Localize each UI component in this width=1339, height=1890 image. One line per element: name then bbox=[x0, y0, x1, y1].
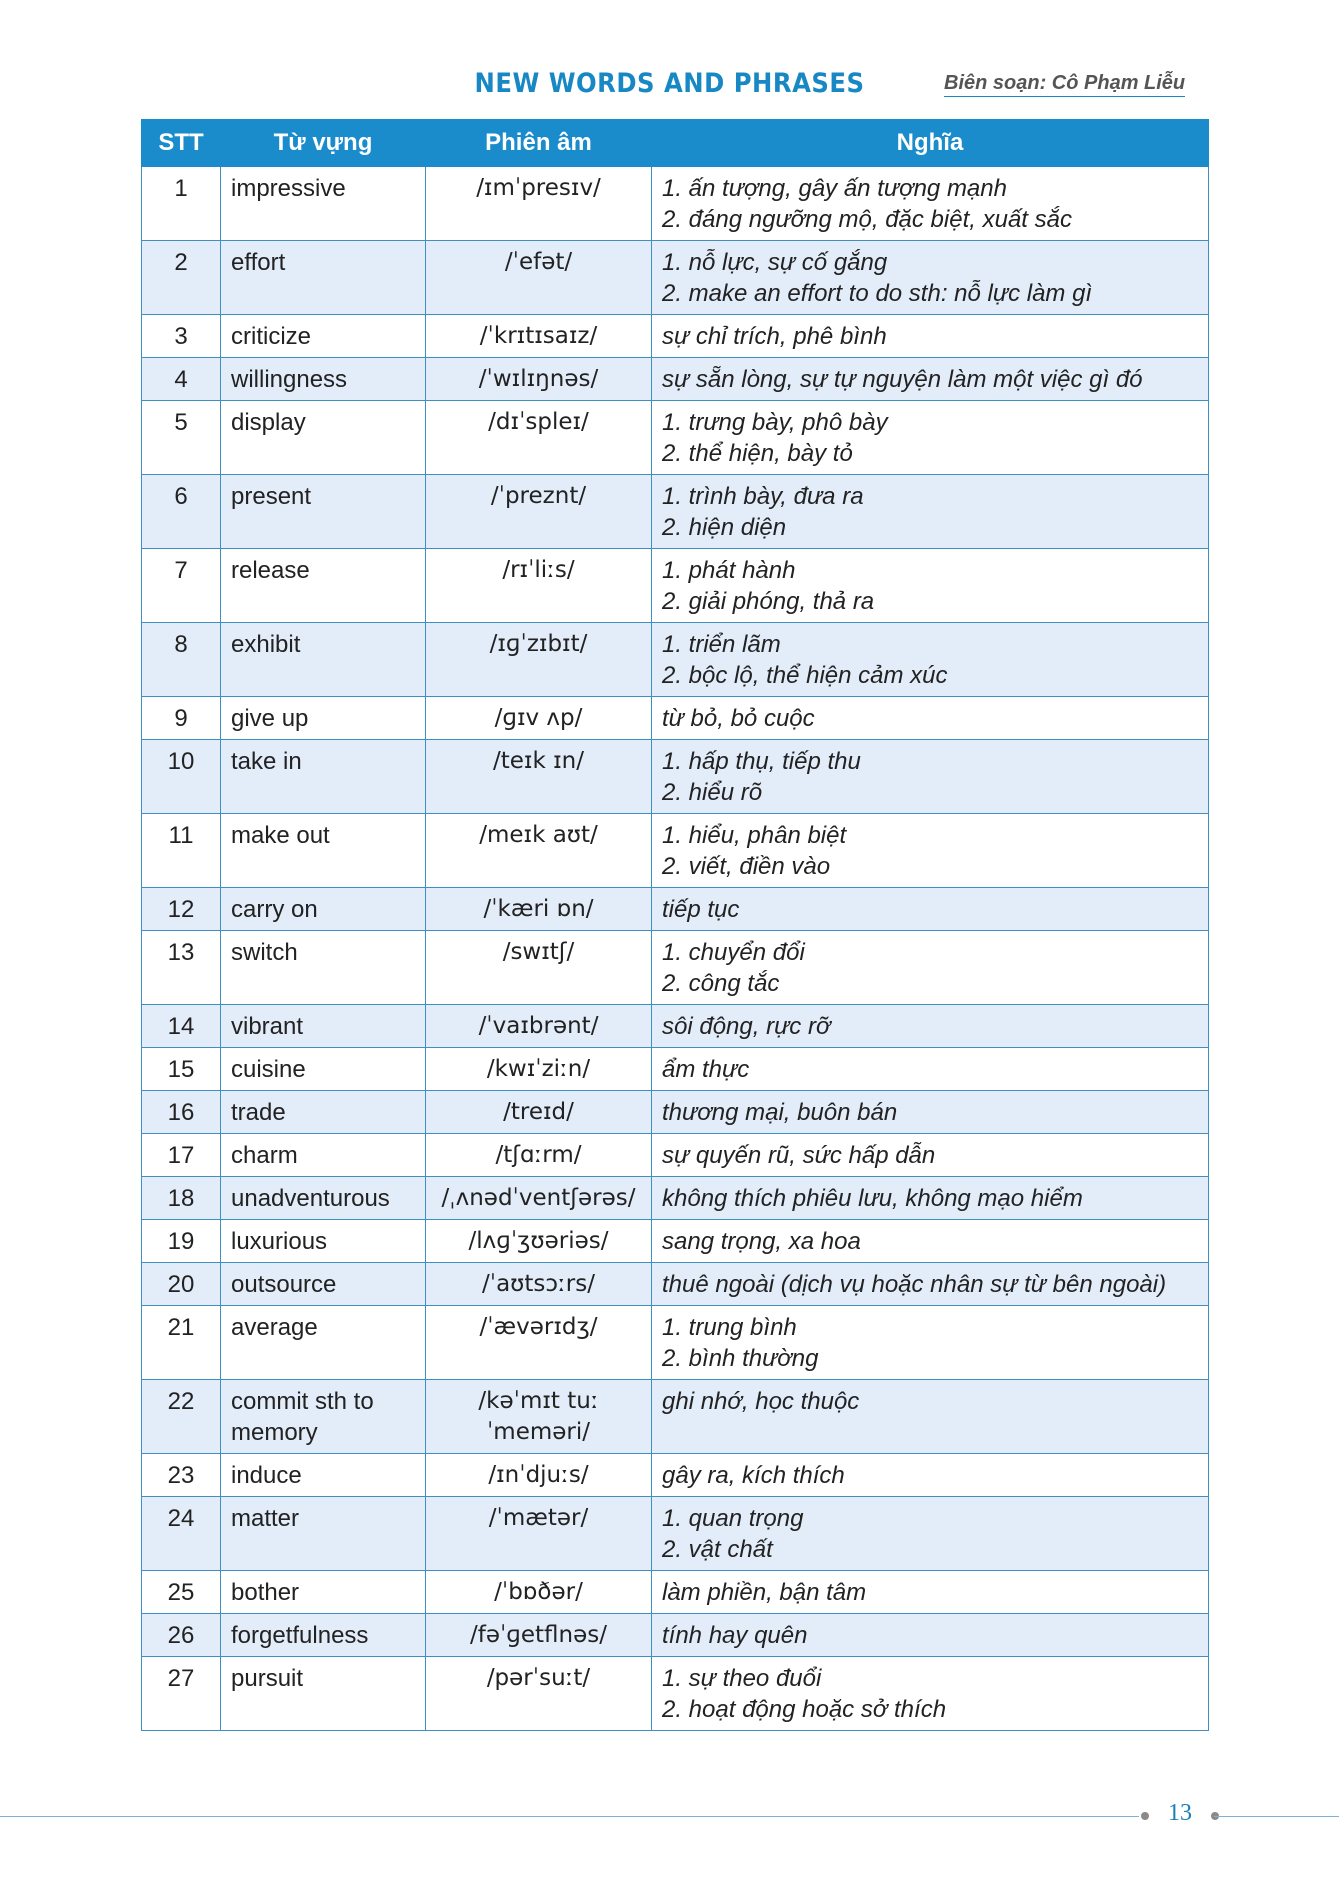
phonetic-transcription: /tʃɑːrm/ bbox=[426, 1134, 652, 1177]
meaning-line: 2. make an effort to do sth: nỗ lực làm gì bbox=[662, 280, 1093, 307]
vocab-word: average bbox=[221, 1306, 426, 1380]
table-row bbox=[142, 167, 1209, 241]
phonetic-transcription: /ɡɪv ʌp/ bbox=[426, 697, 652, 740]
phonetic-transcription: /ɪmˈpresɪv/ bbox=[426, 167, 652, 241]
phonetic-transcription: /kwɪˈziːn/ bbox=[426, 1048, 652, 1091]
vocab-word: willingness bbox=[221, 358, 426, 401]
table-row bbox=[142, 623, 1209, 697]
vocab-word: induce bbox=[221, 1454, 426, 1497]
row-number: 13 bbox=[142, 931, 221, 1005]
vocab-word: carry on bbox=[221, 888, 426, 931]
phonetic-transcription: /ˈwɪlɪŋnəs/ bbox=[426, 358, 652, 401]
meaning-line: 1. nỗ lực, sự cố gắng bbox=[662, 249, 888, 276]
table-row bbox=[142, 1657, 1209, 1731]
row-number: 1 bbox=[142, 167, 221, 241]
meaning-line: 1. hiểu, phân biệt bbox=[662, 822, 847, 849]
vocab-word: present bbox=[221, 475, 426, 549]
meaning-cell bbox=[652, 697, 1209, 740]
meaning-cell bbox=[652, 1263, 1209, 1306]
phonetic-transcription: /treɪd/ bbox=[426, 1091, 652, 1134]
phonetic-transcription: /ˈmætər/ bbox=[426, 1497, 652, 1571]
column-header-meaning: Nghĩa bbox=[652, 120, 1209, 167]
meaning-cell bbox=[652, 888, 1209, 931]
meaning-cell bbox=[652, 1134, 1209, 1177]
table-row bbox=[142, 1091, 1209, 1134]
column-header-ipa: Phiên âm bbox=[426, 120, 652, 167]
phonetic-transcription: /swɪtʃ/ bbox=[426, 931, 652, 1005]
meaning-line: 2. hiểu rõ bbox=[662, 779, 763, 806]
table-row bbox=[142, 814, 1209, 888]
phonetic-transcription: /ˈvaɪbrənt/ bbox=[426, 1005, 652, 1048]
table-row bbox=[142, 1497, 1209, 1571]
meaning-line: ghi nhớ, học thuộc bbox=[662, 1388, 860, 1415]
author-credit: Biên soạn: Cô Phạm Liễu bbox=[944, 72, 1185, 97]
meaning-line: 2. hoạt động hoặc sở thích bbox=[662, 1696, 947, 1723]
page-number: 13 bbox=[1168, 1800, 1192, 1826]
meaning-line: 2. vật chất bbox=[662, 1536, 773, 1563]
table-row bbox=[142, 931, 1209, 1005]
row-number: 26 bbox=[142, 1614, 221, 1657]
row-number: 10 bbox=[142, 740, 221, 814]
phonetic-transcription: /ɪnˈdjuːs/ bbox=[426, 1454, 652, 1497]
meaning-line: 1. triển lãm bbox=[662, 631, 781, 658]
meaning-line: 1. hấp thụ, tiếp thu bbox=[662, 748, 861, 775]
table-row bbox=[142, 1380, 1209, 1454]
phonetic-transcription: /ˈbɒðər/ bbox=[426, 1571, 652, 1614]
meaning-cell bbox=[652, 1005, 1209, 1048]
footer-divider-left bbox=[0, 1816, 1139, 1817]
row-number: 20 bbox=[142, 1263, 221, 1306]
table-row bbox=[142, 1614, 1209, 1657]
meaning-cell bbox=[652, 475, 1209, 549]
meaning-cell bbox=[652, 814, 1209, 888]
vocab-word: effort bbox=[221, 241, 426, 315]
vocab-word: give up bbox=[221, 697, 426, 740]
vocab-word: make out bbox=[221, 814, 426, 888]
row-number: 23 bbox=[142, 1454, 221, 1497]
phonetic-transcription: /ˈkæri ɒn/ bbox=[426, 888, 652, 931]
phonetic-transcription: /dɪˈspleɪ/ bbox=[426, 401, 652, 475]
vocabulary-table bbox=[141, 119, 1209, 1731]
row-number: 25 bbox=[142, 1571, 221, 1614]
meaning-line: sự sẵn lòng, sự tự nguyện làm một việc gì đó bbox=[662, 366, 1143, 393]
row-number: 7 bbox=[142, 549, 221, 623]
meaning-line: thương mại, buôn bán bbox=[662, 1099, 898, 1126]
row-number: 14 bbox=[142, 1005, 221, 1048]
vocab-word: exhibit bbox=[221, 623, 426, 697]
row-number: 16 bbox=[142, 1091, 221, 1134]
table-row bbox=[142, 1177, 1209, 1220]
table-body bbox=[142, 167, 1209, 1731]
row-number: 22 bbox=[142, 1380, 221, 1454]
meaning-cell bbox=[652, 549, 1209, 623]
phonetic-transcription: /ˈefət/ bbox=[426, 241, 652, 315]
meaning-cell bbox=[652, 1091, 1209, 1134]
table-row bbox=[142, 1220, 1209, 1263]
vocab-word: charm bbox=[221, 1134, 426, 1177]
meaning-cell bbox=[652, 1306, 1209, 1380]
table-row bbox=[142, 241, 1209, 315]
row-number: 9 bbox=[142, 697, 221, 740]
table-row bbox=[142, 1263, 1209, 1306]
meaning-line: 2. đáng ngưỡng mộ, đặc biệt, xuất sắc bbox=[662, 206, 1072, 233]
meaning-line: 1. trung bình bbox=[662, 1314, 797, 1341]
table-row bbox=[142, 358, 1209, 401]
meaning-line: 2. giải phóng, thả ra bbox=[662, 588, 875, 615]
row-number: 2 bbox=[142, 241, 221, 315]
meaning-line: 1. quan trọng bbox=[662, 1505, 804, 1532]
meaning-line: 1. trình bày, đưa ra bbox=[662, 483, 864, 510]
row-number: 12 bbox=[142, 888, 221, 931]
row-number: 6 bbox=[142, 475, 221, 549]
meaning-line: 2. công tắc bbox=[662, 970, 780, 997]
phonetic-transcription: /fəˈɡetflnəs/ bbox=[426, 1614, 652, 1657]
meaning-line: tính hay quên bbox=[662, 1622, 808, 1649]
meaning-line: sự chỉ trích, phê bình bbox=[662, 323, 887, 350]
vocab-word: matter bbox=[221, 1497, 426, 1571]
table-row bbox=[142, 475, 1209, 549]
meaning-cell bbox=[652, 1454, 1209, 1497]
meaning-line: 1. ấn tượng, gây ấn tượng mạnh bbox=[662, 175, 1007, 202]
row-number: 5 bbox=[142, 401, 221, 475]
table-row bbox=[142, 1048, 1209, 1091]
meaning-line: 2. bộc lộ, thể hiện cảm xúc bbox=[662, 662, 948, 689]
meaning-cell bbox=[652, 315, 1209, 358]
vocab-word: release bbox=[221, 549, 426, 623]
meaning-cell bbox=[652, 1657, 1209, 1731]
footer-divider-right bbox=[1214, 1816, 1339, 1817]
phonetic-transcription: /pərˈsuːt/ bbox=[426, 1657, 652, 1731]
meaning-line: sôi động, rực rỡ bbox=[662, 1013, 831, 1040]
meaning-cell bbox=[652, 1614, 1209, 1657]
meaning-line: 2. thể hiện, bày tỏ bbox=[662, 440, 853, 467]
table-row bbox=[142, 1005, 1209, 1048]
row-number: 4 bbox=[142, 358, 221, 401]
footer-dot-left bbox=[1141, 1812, 1149, 1820]
meaning-cell bbox=[652, 1220, 1209, 1263]
meaning-cell bbox=[652, 358, 1209, 401]
table-row bbox=[142, 315, 1209, 358]
row-number: 24 bbox=[142, 1497, 221, 1571]
row-number: 21 bbox=[142, 1306, 221, 1380]
row-number: 8 bbox=[142, 623, 221, 697]
table-row bbox=[142, 1571, 1209, 1614]
table-row bbox=[142, 1306, 1209, 1380]
table-row bbox=[142, 1454, 1209, 1497]
meaning-line: 2. hiện diện bbox=[662, 514, 787, 541]
vocab-word: criticize bbox=[221, 315, 426, 358]
vocab-word: take in bbox=[221, 740, 426, 814]
vocab-word: display bbox=[221, 401, 426, 475]
meaning-line: 1. sự theo đuổi bbox=[662, 1665, 822, 1692]
table-row bbox=[142, 888, 1209, 931]
phonetic-transcription: /ˈpreznt/ bbox=[426, 475, 652, 549]
vocab-word: switch bbox=[221, 931, 426, 1005]
phonetic-transcription: /kəˈmɪt tuː ˈmeməri/ bbox=[426, 1380, 652, 1454]
table-header-row bbox=[142, 120, 1209, 167]
table-row bbox=[142, 401, 1209, 475]
meaning-line: 1. chuyển đổi bbox=[662, 939, 805, 966]
page-title: NEW WORDS AND PHRASES bbox=[474, 68, 865, 99]
meaning-cell bbox=[652, 1571, 1209, 1614]
meaning-cell bbox=[652, 931, 1209, 1005]
phonetic-transcription: /ˈaʊtsɔːrs/ bbox=[426, 1263, 652, 1306]
meaning-cell bbox=[652, 401, 1209, 475]
vocab-word: commit sth to memory bbox=[221, 1380, 426, 1454]
vocab-word: unadventurous bbox=[221, 1177, 426, 1220]
phonetic-transcription: /ˌʌnədˈventʃərəs/ bbox=[426, 1177, 652, 1220]
row-number: 15 bbox=[142, 1048, 221, 1091]
meaning-line: từ bỏ, bỏ cuộc bbox=[662, 705, 815, 732]
meaning-line: làm phiền, bận tâm bbox=[662, 1579, 867, 1606]
meaning-line: thuê ngoài (dịch vụ hoặc nhân sự từ bên ngoài) bbox=[662, 1271, 1167, 1298]
meaning-cell bbox=[652, 167, 1209, 241]
row-number: 19 bbox=[142, 1220, 221, 1263]
meaning-cell bbox=[652, 1048, 1209, 1091]
row-number: 18 bbox=[142, 1177, 221, 1220]
meaning-line: 2. bình thường bbox=[662, 1345, 819, 1372]
table-row bbox=[142, 549, 1209, 623]
meaning-line: ẩm thực bbox=[662, 1056, 750, 1083]
meaning-cell bbox=[652, 1497, 1209, 1571]
table-row bbox=[142, 740, 1209, 814]
meaning-line: sự quyến rũ, sức hấp dẫn bbox=[662, 1142, 936, 1169]
meaning-line: 1. trưng bày, phô bày bbox=[662, 409, 888, 436]
vocab-word: outsource bbox=[221, 1263, 426, 1306]
phonetic-transcription: /ɪɡˈzɪbɪt/ bbox=[426, 623, 652, 697]
phonetic-transcription: /ˈævərɪdʒ/ bbox=[426, 1306, 652, 1380]
meaning-line: gây ra, kích thích bbox=[662, 1462, 845, 1489]
phonetic-transcription: /ˈkrɪtɪsaɪz/ bbox=[426, 315, 652, 358]
vocab-word: forgetfulness bbox=[221, 1614, 426, 1657]
meaning-cell bbox=[652, 623, 1209, 697]
meaning-cell bbox=[652, 1380, 1209, 1454]
meaning-line: sang trọng, xa hoa bbox=[662, 1228, 861, 1255]
meaning-cell bbox=[652, 241, 1209, 315]
row-number: 27 bbox=[142, 1657, 221, 1731]
vocab-word: vibrant bbox=[221, 1005, 426, 1048]
row-number: 17 bbox=[142, 1134, 221, 1177]
meaning-line: tiếp tục bbox=[662, 896, 740, 923]
vocab-word: cuisine bbox=[221, 1048, 426, 1091]
meaning-line: 2. viết, điền vào bbox=[662, 853, 831, 880]
meaning-line: 1. phát hành bbox=[662, 557, 796, 584]
row-number: 11 bbox=[142, 814, 221, 888]
phonetic-transcription: /lʌɡˈʒʊəriəs/ bbox=[426, 1220, 652, 1263]
phonetic-transcription: /rɪˈliːs/ bbox=[426, 549, 652, 623]
table-row bbox=[142, 1134, 1209, 1177]
column-header-word: Từ vựng bbox=[221, 120, 426, 167]
meaning-cell bbox=[652, 740, 1209, 814]
row-number: 3 bbox=[142, 315, 221, 358]
phonetic-transcription: /teɪk ɪn/ bbox=[426, 740, 652, 814]
meaning-cell bbox=[652, 1177, 1209, 1220]
vocab-word: luxurious bbox=[221, 1220, 426, 1263]
phonetic-transcription: /meɪk aʊt/ bbox=[426, 814, 652, 888]
table-row bbox=[142, 697, 1209, 740]
vocab-word: bother bbox=[221, 1571, 426, 1614]
vocab-word: trade bbox=[221, 1091, 426, 1134]
vocab-word: pursuit bbox=[221, 1657, 426, 1731]
vocab-word: impressive bbox=[221, 167, 426, 241]
meaning-line: không thích phiêu lưu, không mạo hiểm bbox=[662, 1185, 1083, 1212]
column-header-stt: STT bbox=[142, 120, 221, 167]
